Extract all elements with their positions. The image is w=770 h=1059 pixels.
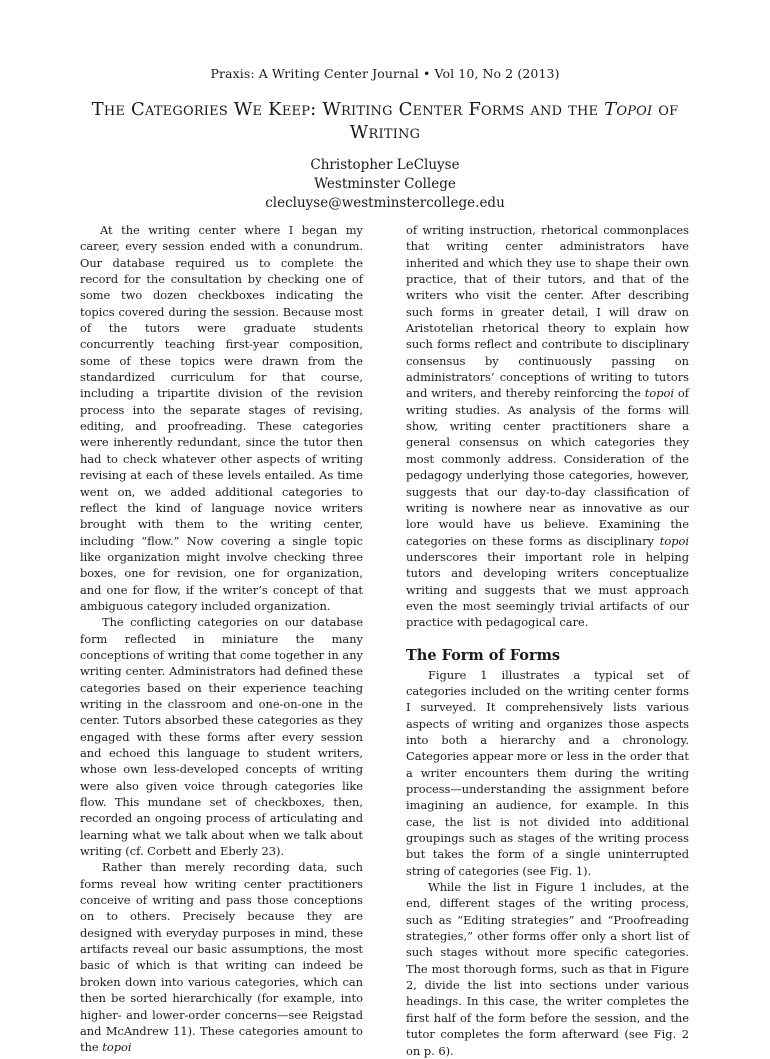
topoi-term: topoi (102, 1040, 132, 1055)
paragraph-3-text-d: underscores their important role in helping tutors and developing writers conceptualize writing and suggests that we must approach even the most seemingly trivial artifacts of our practice with pedagogical care. (406, 549, 689, 630)
topoi-term-3: topoi (659, 533, 689, 548)
section-heading: The Form of Forms (406, 646, 561, 664)
article-title (60, 98, 710, 144)
paragraph-3-text-a: Rather than merely recording data, such forms reveal how writing center practitioners conceive of writing and pass those conceptions on to others. Precisely because they are designed with everyday purposes in mind, these artifacts reveal our basic assumptions, the most basic of which is that writing can indeed be broken down into various categories, which can then be sorted hierarchically (for example, into higher- and lower-order concerns—see Reigstad and McAndrew 11). These categories amount to the (80, 860, 363, 1055)
title-part-2: of Writing (349, 99, 679, 143)
column-left (80, 222, 363, 1056)
paragraph-4: Figure 1 illustrates a typical set of categories included on the writing center forms I surveyed. It comprehensively lists various aspects of writing and organizes those aspects into both a hierarchy and a chronology. Categories appear more or less in the order that a writer encounters them during the writing process—understanding the assignment before imagining an audience, for example. In this case, the list is not divided into additional groupings such as stages of the writing process but takes the form of a single uninterrupted string of categories (see Fig. 1). (406, 667, 689, 878)
title-part-1: The Categories We Keep: Writing Center Forms and the (91, 99, 605, 120)
author-block (0, 156, 770, 213)
paragraph-3-text-c: of writing studies. As analysis of the forms will show, writing center practitioners share a general consensus on which categories they most commonly address. Consideration of the pedagogy underlying those categories, however, suggests that our day-to-day classification of writing is nowhere near as innovative as our lore would have us believe. Examining the categories on these forms as disciplinary (406, 386, 689, 548)
paragraph-2: The conflicting categories on our database form reflected in miniature the many conceptions of writing that come together in any writing center. Administrators had defined these categories based on their experience teaching writing in the classroom and one-on-one in the center. Tutors absorbed these categories as they engaged with these forms after every session and echoed this language to student writers, whose own less-developed concepts of writing were also given voice through categories like flow. This mundane set of checkboxes, then, recorded an ongoing process of articulating and learning what we talk about when we talk about writing (cf. Corbett and Eberly 23). (80, 615, 363, 859)
paragraph-1: At the writing center where I began my career, every session ended with a conundrum. Our database required us to complete the record for the consultation by checking one of some two dozen checkboxes indicating the topics covered during the session. Because most of the tutors were graduate students concurrently teaching first-year composition, some of these topics were drawn from the standardized curriculum for that course, including a tripartite division of the revision process into the separate stages of revising, editing, and proofreading. These categories were inherently redundant, since the tutor then had to check whatever other aspects of writing revising at each of these levels entailed. As time went on, we added additional categories to reflect the kind of language novice writers brought with them to the writing center, including “flow.” Now covering a single topic like organization might involve checking three boxes, one for revision, one for organization, and one for flow, if the writer’s concept of that ambiguous category included organization. (80, 223, 363, 613)
paragraph-3-text-b-cont: of writing instruction, rhetorical commonplaces that writing center administrators have inherited and which they use to shape their own practice, that of their tutors, and that of the writers who visit the center. After describing such forms in greater detail, I will draw on Aristotelian rhetorical theory to explain how such forms reflect and contribute to disciplinary consensus by continuously passing on administrators’ conceptions of writing to tutors and writers, and thereby reinforcing the (406, 223, 689, 401)
author-affiliation: Westminster College (314, 176, 456, 192)
paragraph-5: While the list in Figure 1 includes, at the end, different stages of the writing process, such as “Editing strategies” and “Proofreading strategies,” other forms offer only a short list of such stages without more specific categories. The most thorough forms, such as that in Figure 2, divide the list into sections under various headings. In this case, the writer completes the first half of the form before the session, and the tutor completes the form afterward (see Fig. 2 on p. 6). (406, 880, 689, 1058)
paragraph-3-continued (406, 222, 689, 631)
topoi-term-2: topoi (644, 386, 675, 401)
author-name: Christopher LeCluyse (310, 157, 460, 173)
title-italic: Topoi (604, 99, 653, 120)
column-right (406, 222, 689, 1059)
author-email: clecluyse@westminstercollege.edu (265, 195, 505, 211)
journal-header: Praxis: A Writing Center Journal • Vol 10, No 2 (2013) (210, 66, 560, 81)
paragraph-3 (80, 859, 363, 1055)
